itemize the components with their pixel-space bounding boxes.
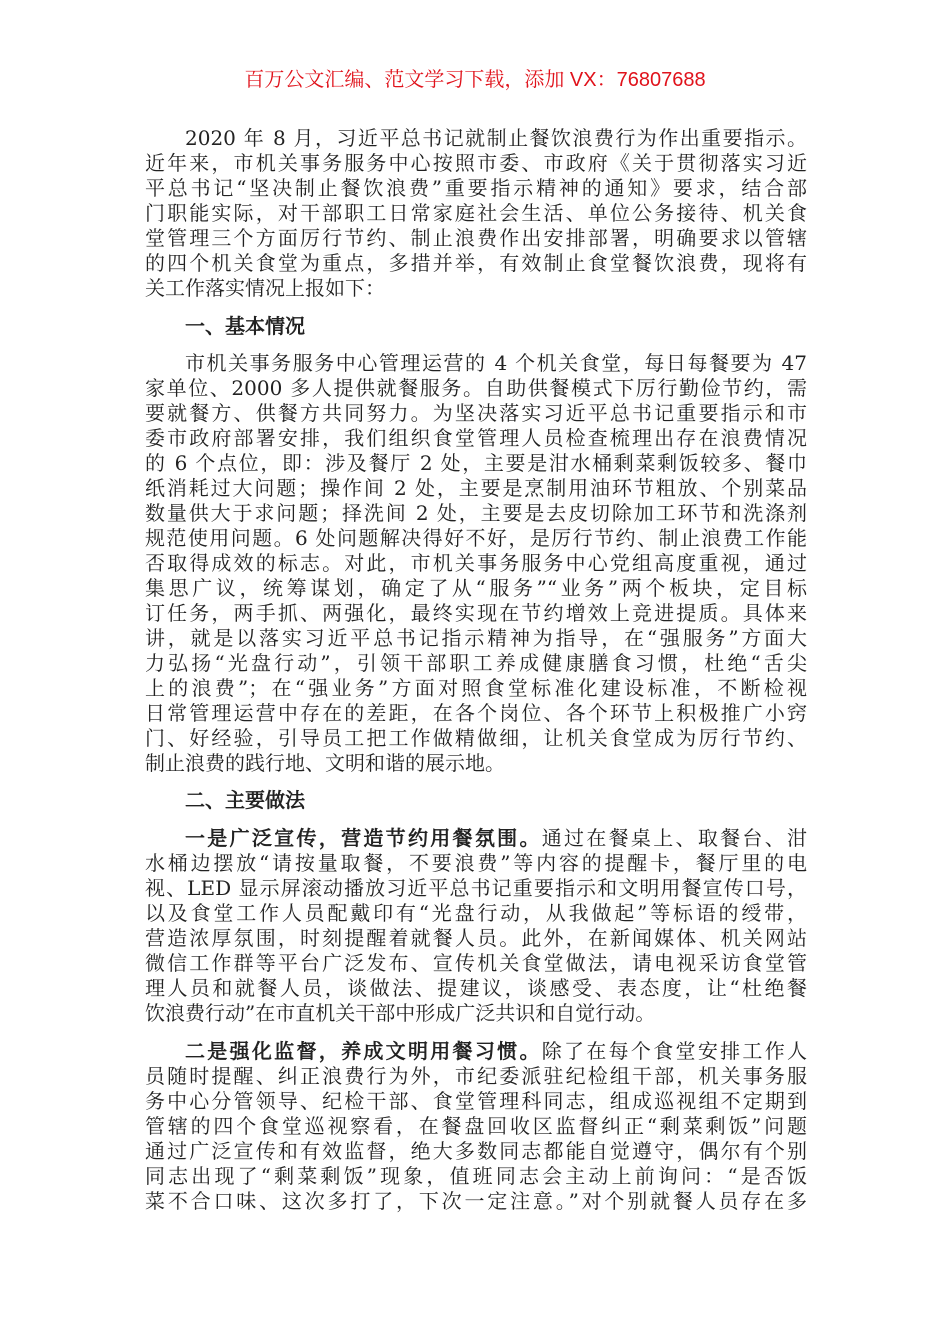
paragraph-line: 水桶边摆放“请按量取餐，不要浪费”等内容的提醒卡，餐厅里的电: [145, 851, 807, 875]
paragraph-line: 管辖的四个食堂巡视察看，在餐盘回收区监督纠正“剩菜剩饭”问题: [145, 1114, 807, 1138]
paragraph-line: 关工作落实情况上报如下：: [145, 276, 385, 300]
paragraph-line: 通过广泛宣传和有效监督，绝大多数同志都能自觉遵守，偶尔有个别: [145, 1139, 807, 1163]
paragraph-line: 否取得成效的标志。对此，市机关事务服务中心党组高度重视，通过: [145, 551, 807, 575]
paragraph-line: 上的浪费”；在“强业务”方面对照食堂标准化建设标准，不断检视: [145, 676, 807, 700]
paragraph-line: 微信工作群等平台广泛发布、宣传机关食堂做法，请电视采访食堂管: [145, 951, 807, 975]
paragraph-line: 的 6 个点位，即：涉及餐厅 2 处，主要是泔水桶剩菜剩饭较多、餐巾: [145, 451, 807, 475]
paragraph-line: 近年来，市机关事务服务中心按照市委、市政府《关于贯彻落实习近: [145, 151, 807, 175]
paragraph-line: 家单位、2000 多人提供就餐服务。自助供餐模式下厉行勤俭节约，需: [145, 376, 807, 400]
watermark-banner: 百万公文汇编、范文学习下载，添加 VX：76807688: [244, 69, 706, 91]
paragraph-line: 2020 年 8 月，习近平总书记就制止餐饮浪费行为作出重要指示。: [185, 126, 807, 150]
paragraph-text: 通过在餐桌上、取餐台、泔: [541, 826, 807, 850]
paragraph-line: 以及食堂工作人员配戴印有“光盘行动，从我做起”等标语的绶带，: [145, 901, 807, 925]
paragraph-line: 门、好经验，引导员工把工作做精做细，让机关食堂成为厉行节约、: [145, 726, 807, 750]
intro-paragraph: [145, 126, 807, 301]
paragraph-line: 员随时提醒、纠正浪费行为外，市纪委派驻纪检组干部，机关事务服: [145, 1064, 807, 1088]
paragraph-line: 的四个机关食堂为重点，多措并举，有效制止食堂餐饮浪费，现将有: [145, 251, 807, 275]
paragraph-lead: 二是强化监督，养成文明用餐习惯。: [185, 1039, 542, 1063]
paragraph-line: 订任务，两手抓、两强化，最终实现在节约增效上竞进提质。具体来: [145, 601, 807, 625]
paragraph-line: 制止浪费的践行地、文明和谐的展示地。: [145, 751, 505, 775]
paragraph-line: 门职能实际，对干部职工日常家庭社会生活、单位公务接待、机关食: [145, 201, 807, 225]
paragraph-line: 委市政府部署安排，我们组织食堂管理人员检查梳理出存在浪费情况: [145, 426, 807, 450]
paragraph-line: 纸消耗过大问题；操作间 2 处，主要是烹制用油环节粗放、个别菜品: [145, 476, 807, 500]
paragraph-text: 除了在每个食堂安排工作人: [541, 1039, 807, 1063]
paragraph-line: 集思广议，统筹谋划，确定了从“服务”“业务”两个板块，定目标: [145, 576, 807, 600]
paragraph-line: 饮浪费行动”在市直机关干部中形成广泛共识和自觉行动。: [145, 1001, 656, 1025]
measure-paragraph-2: [145, 1039, 807, 1214]
paragraph-line: 市机关事务服务中心管理运营的 4 个机关食堂，每日每餐要为 47: [185, 351, 807, 375]
paragraph-line: [145, 1039, 807, 1064]
paragraph-line: 平总书记“坚决制止餐饮浪费”重要指示精神的通知》要求，结合部: [145, 176, 807, 200]
paragraph-line: 数量供大于求问题；择洗间 2 处，主要是去皮切除加工环节和洗涤剂: [145, 501, 807, 525]
paragraph-line: 日常管理运营中存在的差距，在各个岗位、各个环节上积极推广小窍: [145, 701, 807, 725]
section-heading-basic: 一、基本情况: [185, 314, 305, 338]
paragraph-line: 务中心分管领导、纪检干部、食堂管理科同志，组成巡视组不定期到: [145, 1089, 807, 1113]
section-heading-measures: 二、主要做法: [185, 788, 305, 812]
paragraph-line: 讲，就是以落实习近平总书记指示精神为指导，在“强服务”方面大: [145, 626, 807, 650]
paragraph-line: 理人员和就餐人员，谈做法、提建议，谈感受、表态度，让“杜绝餐: [145, 976, 807, 1000]
paragraph-line: 同志出现了“剩菜剩饭”现象，值班同志会主动上前询问：“是否饭: [145, 1164, 807, 1188]
paragraph-line: 营造浓厚氛围，时刻提醒着就餐人员。此外，在新闻媒体、机关网站: [145, 926, 807, 950]
paragraph-line: [145, 826, 807, 851]
paragraph-lead: 一是广泛宣传，营造节约用餐氛围。: [185, 826, 542, 850]
measure-paragraph-1: [145, 826, 807, 1026]
paragraph-line: 要就餐方、供餐方共同努力。为坚决落实习近平总书记重要指示和市: [145, 401, 807, 425]
paragraph-line: 视、LED 显示屏滚动播放习近平总书记重要指示和文明用餐宣传口号，: [145, 876, 807, 900]
paragraph-line: 规范使用问题。6 处问题解决得好不好，是厉行节约、制止浪费工作能: [145, 526, 807, 550]
paragraph-line: 堂管理三个方面厉行节约、制止浪费作出安排部署，明确要求以管辖: [145, 226, 807, 250]
basic-situation-paragraph: [145, 351, 807, 776]
paragraph-line: 力弘扬“光盘行动”，引领干部职工养成健康膳食习惯，杜绝“舌尖: [145, 651, 807, 675]
paragraph-line: 菜不合口味、这次多打了，下次一定注意。”对个别就餐人员存在多: [145, 1189, 807, 1213]
